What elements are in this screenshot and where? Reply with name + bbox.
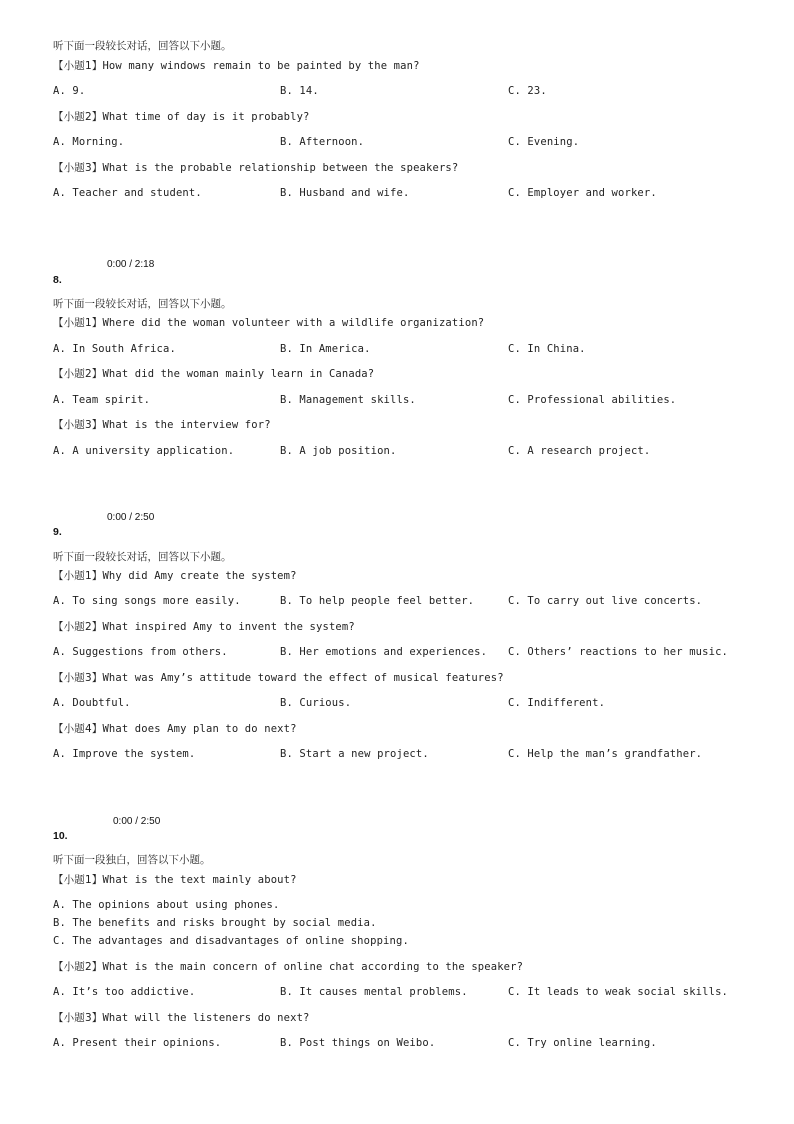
q10-sub2-text: What is the main concern of online chat according to the speaker? [102, 961, 524, 973]
q10-sub1-stem [53, 873, 297, 887]
q8-sub1-tag: 【小题1】 [53, 317, 103, 329]
q9-sub1-stem [53, 569, 297, 583]
q10-intro: 听下面一段独白，回答以下小题。 [53, 854, 211, 866]
q7-sub3-stem [53, 161, 458, 175]
q7-sub3-tag: 【小题3】 [53, 162, 103, 174]
q8-sub2-tag: 【小题2】 [53, 368, 103, 380]
q9-sub4-tag: 【小题4】 [53, 723, 103, 735]
q9-sub3-option-c: C. Indifferent. [508, 697, 606, 709]
q7-sub1-option-b: B. 14. [280, 85, 319, 97]
q10-sub1-tag: 【小题1】 [53, 874, 103, 886]
q8-sub3-option-b: B. A job position. [280, 445, 397, 457]
q10-sub2-option-b: B. It causes mental problems. [280, 986, 468, 998]
q9-sub4-text: What does Amy plan to do next? [102, 723, 297, 735]
q8-sub2-text: What did the woman mainly learn in Canada? [102, 368, 375, 380]
q8-intro: 听下面一段较长对话，回答以下小题。 [53, 298, 232, 310]
q7-sub2-stem [53, 110, 310, 124]
q9-sub1-option-b: B. To help people feel better. [280, 595, 475, 607]
q9-sub3-option-a: A. Doubtful. [53, 697, 131, 709]
q8-sub2-option-b: B. Management skills. [280, 394, 416, 406]
q10-sub1-text: What is the text mainly about? [102, 874, 297, 886]
q7-sub3-option-c: C. Employer and worker. [508, 187, 657, 199]
q8-sub2-stem [53, 367, 374, 381]
q10-sub1-option-a: A. The opinions about using phones. [53, 899, 280, 911]
q8-sub1-stem [53, 316, 484, 330]
q9-sub4-option-a: A. Improve the system. [53, 748, 196, 760]
q10-sub3-tag: 【小题3】 [53, 1012, 103, 1024]
q8-sub3-option-a: A. A university application. [53, 445, 235, 457]
q7-sub3-text: What is the probable relationship between the speakers? [102, 162, 459, 174]
q9-number: 9. [53, 526, 62, 538]
q7-sub2-tag: 【小题2】 [53, 111, 103, 123]
q9-sub4-stem [53, 722, 297, 736]
q9-sub2-option-c: C. Others’ reactions to her music. [508, 646, 729, 658]
q10-sub2-option-a: A. It’s too addictive. [53, 986, 196, 998]
q9-sub3-stem [53, 671, 504, 685]
q8-sub1-option-a: A. In South Africa. [53, 343, 176, 355]
q9-sub1-option-a: A. To sing songs more easily. [53, 595, 241, 607]
q10-sub1-option-c: C. The advantages and disadvantages of online shopping. [53, 935, 409, 947]
q7-sub1-text: How many windows remain to be painted by the man? [102, 60, 420, 72]
q8-sub1-option-b: B. In America. [280, 343, 371, 355]
q8-sub1-text: Where did the woman volunteer with a wildlife organization? [102, 317, 485, 329]
q8-number: 8. [53, 274, 62, 286]
q10-number: 10. [53, 830, 68, 842]
q9-sub1-option-c: C. To carry out live concerts. [508, 595, 703, 607]
q9-intro: 听下面一段较长对话，回答以下小题。 [53, 551, 232, 563]
q8-sub3-stem [53, 418, 271, 432]
q9-audio-time[interactable]: 0:00 / 2:50 [107, 512, 155, 523]
q8-sub1-option-c: C. In China. [508, 343, 586, 355]
q9-sub2-text: What inspired Amy to invent the system? [102, 621, 355, 633]
q9-sub1-tag: 【小题1】 [53, 570, 103, 582]
q10-sub2-stem [53, 960, 523, 974]
q7-sub1-option-c: C. 23. [508, 85, 547, 97]
q10-sub3-option-c: C. Try online learning. [508, 1037, 657, 1049]
q7-sub1-stem [53, 59, 420, 73]
q7-sub1-tag: 【小题1】 [53, 60, 103, 72]
q7-sub3-option-a: A. Teacher and student. [53, 187, 202, 199]
q8-sub2-option-c: C. Professional abilities. [508, 394, 677, 406]
q7-sub2-option-b: B. Afternoon. [280, 136, 365, 148]
q7-sub3-option-b: B. Husband and wife. [280, 187, 410, 199]
q9-sub4-option-b: B. Start a new project. [280, 748, 429, 760]
q9-sub4-option-c: C. Help the man’s grandfather. [508, 748, 703, 760]
q10-sub3-stem [53, 1011, 310, 1025]
q7-sub1-option-a: A. 9. [53, 85, 86, 97]
q10-audio-time[interactable]: 0:00 / 2:50 [113, 816, 161, 827]
q10-sub1-option-b: B. The benefits and risks brought by social media. [53, 917, 377, 929]
q10-sub3-option-a: A. Present their opinions. [53, 1037, 222, 1049]
q9-sub2-stem [53, 620, 355, 634]
q7-sub2-option-a: A. Morning. [53, 136, 125, 148]
q7-sub2-option-c: C. Evening. [508, 136, 580, 148]
q10-sub3-option-b: B. Post things on Weibo. [280, 1037, 436, 1049]
q8-sub3-option-c: C. A research project. [508, 445, 651, 457]
q9-sub2-tag: 【小题2】 [53, 621, 103, 633]
q9-sub1-text: Why did Amy create the system? [102, 570, 297, 582]
q7-sub2-text: What time of day is it probably? [102, 111, 310, 123]
q10-sub2-tag: 【小题2】 [53, 961, 103, 973]
q9-sub3-option-b: B. Curious. [280, 697, 352, 709]
q9-sub2-option-b: B. Her emotions and experiences. [280, 646, 488, 658]
q8-sub2-option-a: A. Team spirit. [53, 394, 151, 406]
q8-sub3-text: What is the interview for? [102, 419, 271, 431]
q8-sub3-tag: 【小题3】 [53, 419, 103, 431]
q9-sub3-text: What was Amy’s attitude toward the effect of musical features? [102, 672, 504, 684]
q10-sub3-text: What will the listeners do next? [102, 1012, 310, 1024]
q8-audio-time[interactable]: 0:00 / 2:18 [107, 259, 155, 270]
q7-intro: 听下面一段较长对话，回答以下小题。 [53, 40, 232, 52]
q9-sub2-option-a: A. Suggestions from others. [53, 646, 228, 658]
q10-sub2-option-c: C. It leads to weak social skills. [508, 986, 729, 998]
q9-sub3-tag: 【小题3】 [53, 672, 103, 684]
